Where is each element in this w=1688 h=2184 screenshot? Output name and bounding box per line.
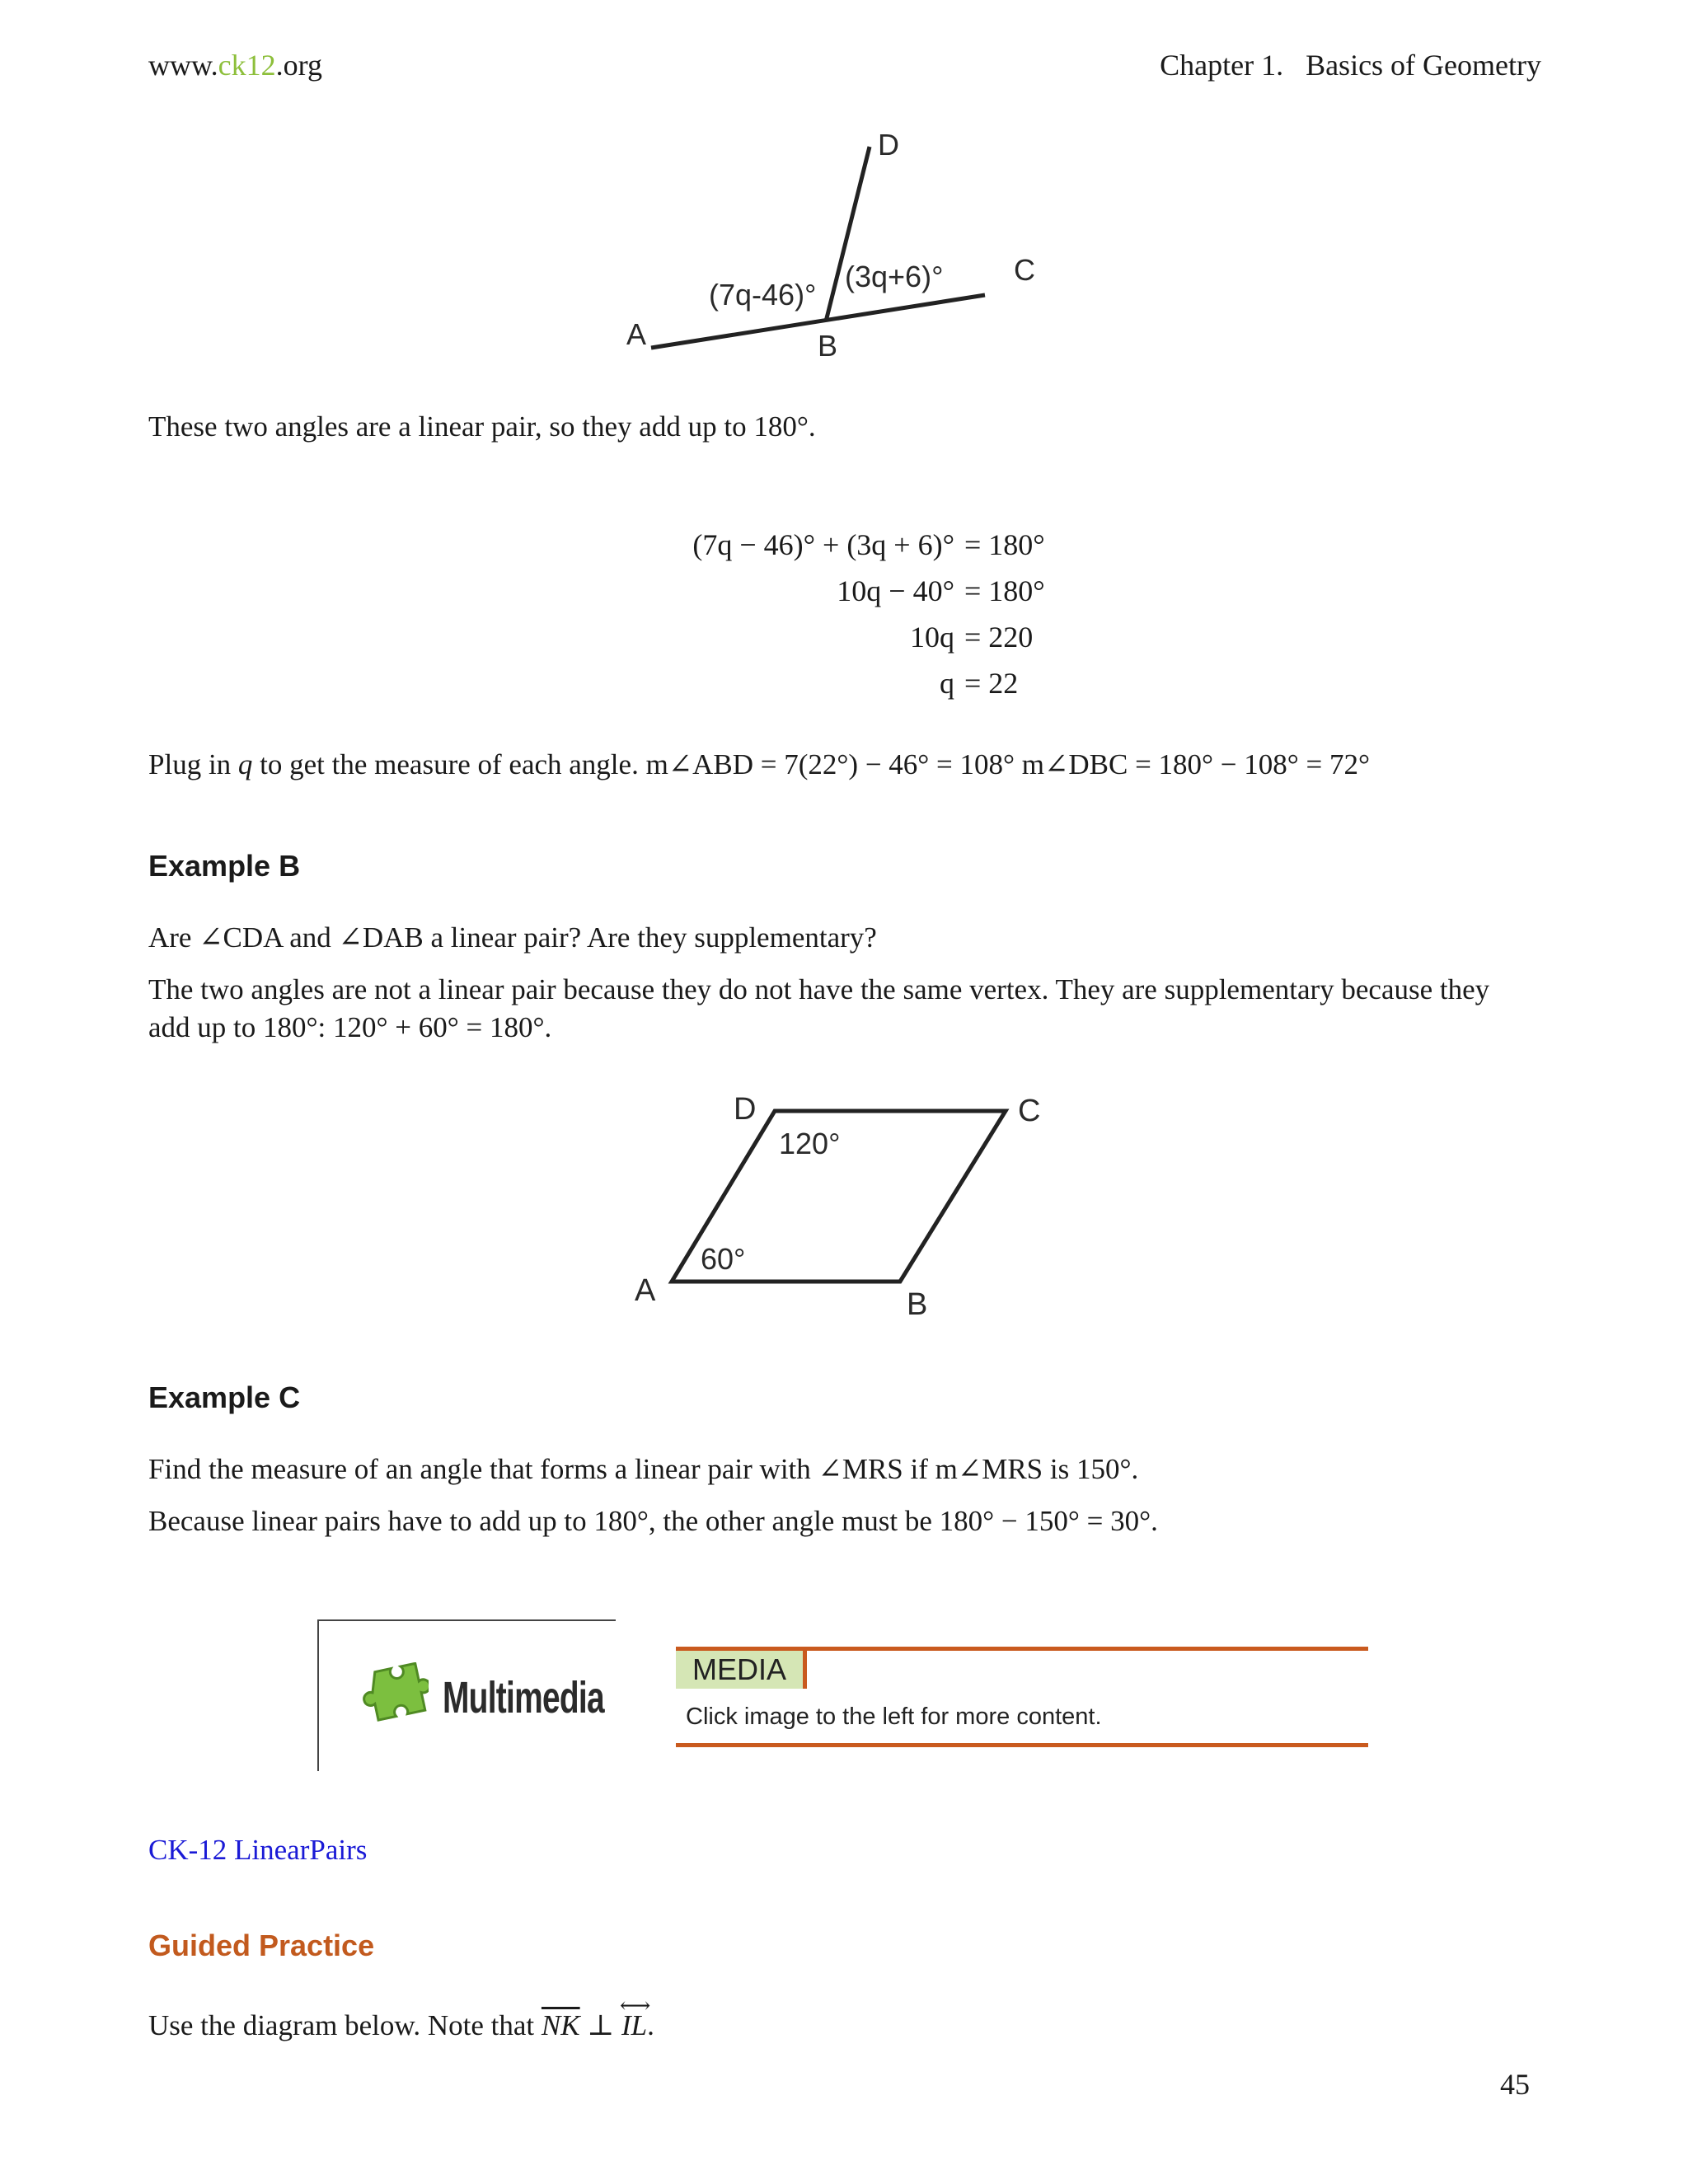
equation-lhs: q <box>940 667 954 700</box>
equation-lhs: (7q − 46)° + (3q + 6)° <box>692 528 954 561</box>
equation-dbc: m∠DBC = 180° − 108° = 72° <box>1021 748 1371 780</box>
example-b-question: Are ∠CDA and ∠DAB a linear pair? Are they supplementary? <box>148 921 877 954</box>
heading-example-b: Example B <box>148 849 301 883</box>
label-point-b: B <box>907 1287 928 1322</box>
equation-abd: m∠ABD = 7(22°) − 46° = 108° <box>645 748 1015 780</box>
page-number: 45 <box>1500 2068 1530 2101</box>
label-point-c: C <box>1014 253 1035 287</box>
label-point-a: A <box>635 1273 656 1308</box>
label-angle-d: 120° <box>779 1127 841 1160</box>
label-point-a: A <box>626 317 647 351</box>
label-point-d: D <box>734 1092 757 1127</box>
equation-row <box>577 666 1088 701</box>
equation-rhs: = 180° <box>964 528 1045 561</box>
equation-rhs: = 180° <box>964 574 1045 607</box>
header-brand: ck12 <box>218 49 276 82</box>
link-ck12-linearpairs[interactable]: CK-12 LinearPairs <box>148 1834 368 1866</box>
equation-rhs: = 220 <box>964 621 1034 654</box>
diagram-linear-pair <box>610 124 1071 371</box>
media-tag: MEDIA <box>676 1651 807 1689</box>
header-url[interactable]: www.ck12.org <box>148 49 322 82</box>
diagram-parallelogram <box>610 1080 1071 1327</box>
label-angle-left: (7q-46)° <box>709 278 817 312</box>
heading-example-c: Example C <box>148 1380 301 1414</box>
line-il: IL <box>621 2009 648 2041</box>
para-linear-pair: These two angles are a linear pair, so they add up to 180°. <box>148 410 816 443</box>
multimedia-label: Multimedia <box>443 1673 604 1722</box>
example-c-answer: Because linear pairs have to add up to 180°, the other angle must be 180° − 150° = 30°. <box>148 1505 1158 1537</box>
segment-nk: $\overline{NK}$ <box>541 2009 580 2041</box>
media-note: Click image to the left for more content. <box>686 1704 1102 1730</box>
equation-lhs: 10q <box>910 621 954 654</box>
example-b-answer: The two angles are not a linear pair because they do not have the same vertex. They are supplementary because they add up to 180°: 120° + 60° = 180°. <box>148 973 1490 1043</box>
label-angle-a: 60° <box>701 1242 746 1276</box>
equation-row <box>577 620 1088 654</box>
label-point-b: B <box>818 329 838 363</box>
para-plug-in: Plug in q to get the measure of each angle. m∠ABD = 7(22°) − 46° = 108° m∠DBC = 180° − 108° = 72° <box>148 748 1371 780</box>
header-chapter: Chapter 1. Basics of Geometry <box>1160 49 1541 82</box>
label-point-d: D <box>878 128 899 162</box>
ray-bd <box>826 147 870 321</box>
example-c-question: Find the measure of an angle that forms a linear pair with ∠MRS if m∠MRS is 150°. <box>148 1453 1139 1485</box>
puzzle-icon <box>356 1662 429 1735</box>
equation-rhs: = 22 <box>964 667 1019 700</box>
heading-guided-practice: Guided Practice <box>148 1929 375 1962</box>
media-callout <box>676 1647 1368 1747</box>
multimedia-image-link[interactable] <box>317 1619 616 1771</box>
label-angle-right: (3q+6)° <box>845 260 944 293</box>
equation-lhs: 10q − 40° <box>837 574 954 607</box>
equation-row <box>577 527 1088 562</box>
line-arrow-icon: ⟷ <box>620 1994 651 2018</box>
equation-row <box>577 574 1088 608</box>
label-point-c: C <box>1018 1094 1041 1128</box>
guided-text: Use the diagram below. Note that $\overline{NK}$ ⊥ ⟷ IL. <box>148 2007 654 2045</box>
